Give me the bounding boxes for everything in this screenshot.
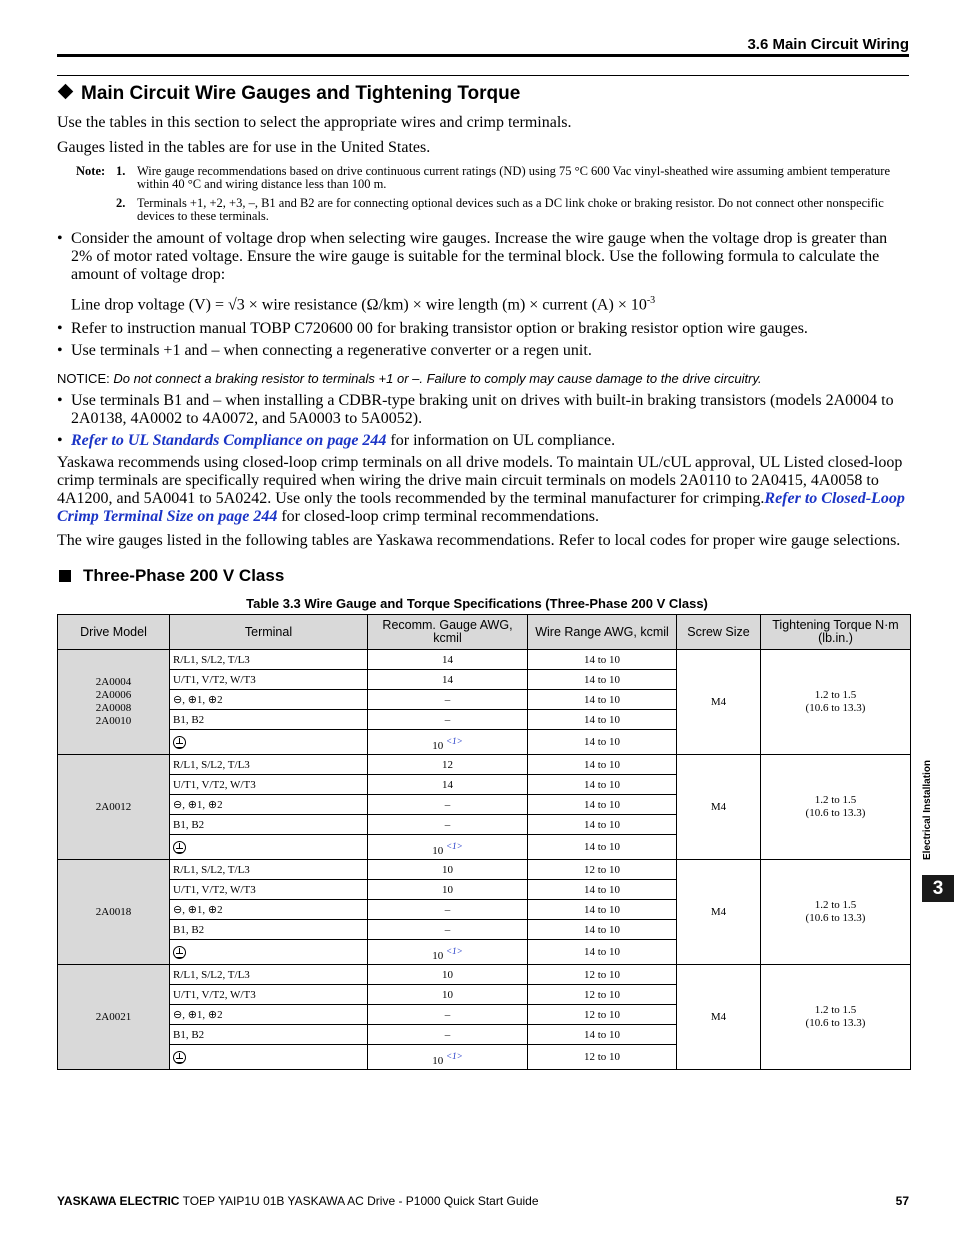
header-rule — [57, 54, 909, 57]
wire-range-cell: 14 to 10 — [528, 880, 677, 900]
wire-range-cell: 14 to 10 — [528, 650, 677, 670]
drive-model-cell: 2A0021 — [58, 965, 170, 1070]
section-title-text: Main Circuit Wire Gauges and Tightening Torque — [81, 83, 521, 104]
wire-range-cell: 14 to 10 — [528, 670, 677, 690]
recomm-gauge-cell: 14 — [368, 775, 528, 795]
footer-brand: YASKAWA ELECTRIC — [57, 1194, 180, 1208]
table-row — [58, 860, 911, 880]
note-item — [116, 164, 891, 191]
ground-icon — [173, 736, 186, 749]
recomm-gauge-cell: – — [368, 920, 528, 940]
ul-compliance-link[interactable]: Refer to UL Standards Compliance on page 244 — [71, 432, 387, 450]
formula-text: Line drop voltage (V) = √3 × wire resistance (Ω/km) × wire length (m) × current (A) × 10 — [71, 296, 647, 314]
ul-text: for information on UL compliance. — [386, 432, 616, 450]
torque-cell: 1.2 to 1.5 (10.6 to 13.3) — [761, 755, 911, 860]
terminal-cell: ⊖, ⊕1, ⊕2 — [170, 795, 368, 815]
screw-size-cell: M4 — [677, 755, 761, 860]
ground-icon — [173, 841, 186, 854]
formula-exponent: -3 — [646, 295, 656, 306]
recomm-gauge-cell: 10 — [368, 985, 528, 1005]
terminal-cell: R/L1, S/L2, T/L3 — [170, 755, 368, 775]
terminal-cell: B1, B2 — [170, 1025, 368, 1045]
recomm-gauge-cell: 14 — [368, 670, 528, 690]
note-text: Wire gauge recommendations based on drive continuous current ratings (ND) using 75 °C 600 Vac vinyl-sheathed wire assuming ambient temperature within 40 °C and wiring distance less than 100 m. — [137, 164, 891, 191]
footnote-ref: <1> — [446, 841, 463, 851]
terminal-cell: B1, B2 — [170, 920, 368, 940]
page-number: 57 — [895, 1194, 909, 1208]
recomm-gauge-cell: 10 $^{<1>}$ — [368, 1045, 528, 1070]
wire-gauge-table — [57, 614, 911, 1070]
footnote-ref: <1> — [446, 1051, 463, 1061]
wire-range-cell: 12 to 10 — [528, 965, 677, 985]
note-number: 1. — [116, 164, 126, 178]
recomm-gauge-cell: – — [368, 1025, 528, 1045]
torque-cell: 1.2 to 1.5 (10.6 to 13.3) — [761, 965, 911, 1070]
terminal-cell — [170, 835, 368, 860]
drive-model-cell: 2A0018 — [58, 860, 170, 965]
terminal-cell: R/L1, S/L2, T/L3 — [170, 965, 368, 985]
bullet-list — [57, 230, 910, 550]
terminal-cell: U/T1, V/T2, W/T3 — [170, 880, 368, 900]
bullet-regen: • Use terminals +1 and – when connecting a regenerative converter or a regen unit. — [57, 342, 910, 360]
wire-range-cell: 14 to 10 — [528, 795, 677, 815]
recomm-gauge-cell: – — [368, 690, 528, 710]
gauges-paragraph: The wire gauges listed in the following tables are Yaskawa recommendations. Refer to local codes for proper wire gauge selections. — [57, 532, 901, 550]
table-row — [58, 965, 911, 985]
terminal-cell: B1, B2 — [170, 815, 368, 835]
wire-range-cell: 14 to 10 — [528, 920, 677, 940]
recomm-gauge-cell: 10 $^{<1>}$ — [368, 940, 528, 965]
notice-label: NOTICE: — [57, 371, 110, 387]
note-number: 2. — [116, 196, 126, 210]
header-recomm-gauge: Recomm. Gauge AWG, kcmil — [368, 615, 528, 650]
screw-size-cell: M4 — [677, 650, 761, 755]
header-terminal: Terminal — [170, 615, 368, 650]
section-title — [57, 83, 520, 105]
note-label: Note: — [76, 164, 106, 178]
terminal-cell: ⊖, ⊕1, ⊕2 — [170, 900, 368, 920]
wire-range-cell: 12 to 10 — [528, 1005, 677, 1025]
header-section-title: 3.6 Main Circuit Wiring — [747, 36, 909, 53]
header-divider — [57, 75, 909, 76]
bullet-ul — [57, 432, 910, 450]
wire-range-cell: 14 to 10 — [528, 775, 677, 795]
header-drive-model: Drive Model — [58, 615, 170, 650]
wire-range-cell: 14 to 10 — [528, 900, 677, 920]
subsection-title-text: Three-Phase 200 V Class — [83, 566, 285, 585]
terminal-cell: B1, B2 — [170, 710, 368, 730]
crimp-text: Yaskawa recommends using closed-loop crimp terminals on all drive models. To maintain UL/cUL approval, UL Listed closed-loop crimp terminals are specifically required when wiring the drive main circuit terminals on models 2A0110 to 2A0415, 4A0058 to 4A1200, and 5A0041 to 5A0242. Use only the tools recommended by the terminal manufacturer for crimping. — [57, 454, 903, 508]
table-caption: Table 3.3 Wire Gauge and Torque Specifications (Three-Phase 200 V Class) — [246, 596, 708, 611]
wire-range-cell: 14 to 10 — [528, 710, 677, 730]
formula — [57, 292, 910, 314]
table-row — [58, 755, 911, 775]
terminal-cell — [170, 1045, 368, 1070]
header-wire-range: Wire Range AWG, kcmil — [528, 615, 677, 650]
crimp-paragraph — [57, 454, 910, 526]
footnote-ref: <1> — [446, 946, 463, 956]
footer — [57, 1194, 539, 1208]
subsection-title — [57, 566, 284, 586]
note-text: Terminals +1, +2, +3, –, B1 and B2 are for connecting optional devices such as a DC link choke or braking resistor. Do not connect other nonspecific devices to these terminals. — [137, 196, 884, 223]
recomm-gauge-cell: 10 — [368, 965, 528, 985]
wire-range-cell: 14 to 10 — [528, 940, 677, 965]
notice-text: Do not connect a braking resistor to terminals +1 or –. Failure to comply may cause damage to the drive circuitry. — [113, 371, 762, 387]
wire-range-cell: 14 to 10 — [528, 835, 677, 860]
screw-size-cell: M4 — [677, 965, 761, 1070]
recomm-gauge-cell: – — [368, 710, 528, 730]
crimp-tail: for closed-loop crimp terminal recommendations. — [277, 508, 600, 526]
recomm-gauge-cell: 10 $^{<1>}$ — [368, 835, 528, 860]
drive-model-cell: 2A0004 2A0006 2A0008 2A0010 — [58, 650, 170, 755]
terminal-cell — [170, 940, 368, 965]
recomm-gauge-cell: – — [368, 815, 528, 835]
intro-paragraph-1: Use the tables in this section to select the appropriate wires and crimp terminals. — [57, 114, 572, 131]
bullet-braking-option: • Refer to instruction manual TOBP C720600 00 for braking transistor option or braking resistor option wire gauges. — [57, 320, 910, 338]
torque-cell: 1.2 to 1.5 (10.6 to 13.3) — [761, 860, 911, 965]
note-item — [116, 196, 891, 223]
footnote-ref: <1> — [446, 736, 463, 746]
terminal-cell — [170, 730, 368, 755]
recomm-gauge-cell: 10 — [368, 880, 528, 900]
recomm-gauge-cell: – — [368, 900, 528, 920]
terminal-cell: U/T1, V/T2, W/T3 — [170, 985, 368, 1005]
terminal-cell: U/T1, V/T2, W/T3 — [170, 670, 368, 690]
wire-range-cell: 14 to 10 — [528, 815, 677, 835]
footer-doc-title: TOEP YAIP1U 01B YASKAWA AC Drive - P1000 Quick Start Guide — [179, 1194, 539, 1208]
recomm-gauge-cell: – — [368, 1005, 528, 1025]
recomm-gauge-cell: – — [368, 795, 528, 815]
bullet-cdbr: • Use terminals B1 and – when installing a CDBR-type braking unit on drives with built-in braking transistors (models 2A0004 to 2A0138, 4A0002 to 4A0072, and 5A0003 to 5A0052). — [57, 392, 910, 428]
wire-range-cell: 14 to 10 — [528, 755, 677, 775]
table-body — [58, 650, 911, 1070]
wire-range-cell: 12 to 10 — [528, 1045, 677, 1070]
intro-paragraph-2: Gauges listed in the tables are for use in the United States. — [57, 139, 431, 156]
recomm-gauge-cell: 10 — [368, 860, 528, 880]
recomm-gauge-cell: 12 — [368, 755, 528, 775]
ground-icon — [173, 1051, 186, 1064]
terminal-cell: R/L1, S/L2, T/L3 — [170, 860, 368, 880]
recomm-gauge-cell: 10 $^{<1>}$ — [368, 730, 528, 755]
wire-range-cell: 12 to 10 — [528, 985, 677, 1005]
bullet-voltage-drop: • Consider the amount of voltage drop when selecting wire gauges. Increase the wire gauge when the voltage drop is greater than 2% of motor rated voltage. Ensure the wire gauge is suitable for the terminal block. Use the following formula to calculate the amount of voltage drop: — [57, 230, 910, 284]
notice — [57, 370, 910, 388]
wire-range-cell: 14 to 10 — [528, 690, 677, 710]
crimp-terminal-link[interactable]: Refer to Closed-Loop Crimp Terminal Size on page 244 — [57, 490, 905, 526]
torque-cell: 1.2 to 1.5 (10.6 to 13.3) — [761, 650, 911, 755]
wire-range-cell: 14 to 10 — [528, 1025, 677, 1045]
header-tightening-torque: Tightening Torque N·m (lb.in.) — [761, 615, 911, 650]
diamond-icon — [58, 84, 74, 100]
wire-range-cell: 14 to 10 — [528, 730, 677, 755]
wire-range-cell: 12 to 10 — [528, 860, 677, 880]
screw-size-cell: M4 — [677, 860, 761, 965]
side-tab-label: Electrical Installation — [922, 759, 933, 860]
ground-icon — [173, 946, 186, 959]
chapter-tab: 3 — [922, 875, 954, 902]
header-screw-size: Screw Size — [677, 615, 761, 650]
terminal-cell: U/T1, V/T2, W/T3 — [170, 775, 368, 795]
recomm-gauge-cell: 14 — [368, 650, 528, 670]
table-row — [58, 650, 911, 670]
terminal-cell: R/L1, S/L2, T/L3 — [170, 650, 368, 670]
terminal-cell: ⊖, ⊕1, ⊕2 — [170, 1005, 368, 1025]
terminal-cell: ⊖, ⊕1, ⊕2 — [170, 690, 368, 710]
square-icon — [59, 570, 71, 582]
drive-model-cell: 2A0012 — [58, 755, 170, 860]
